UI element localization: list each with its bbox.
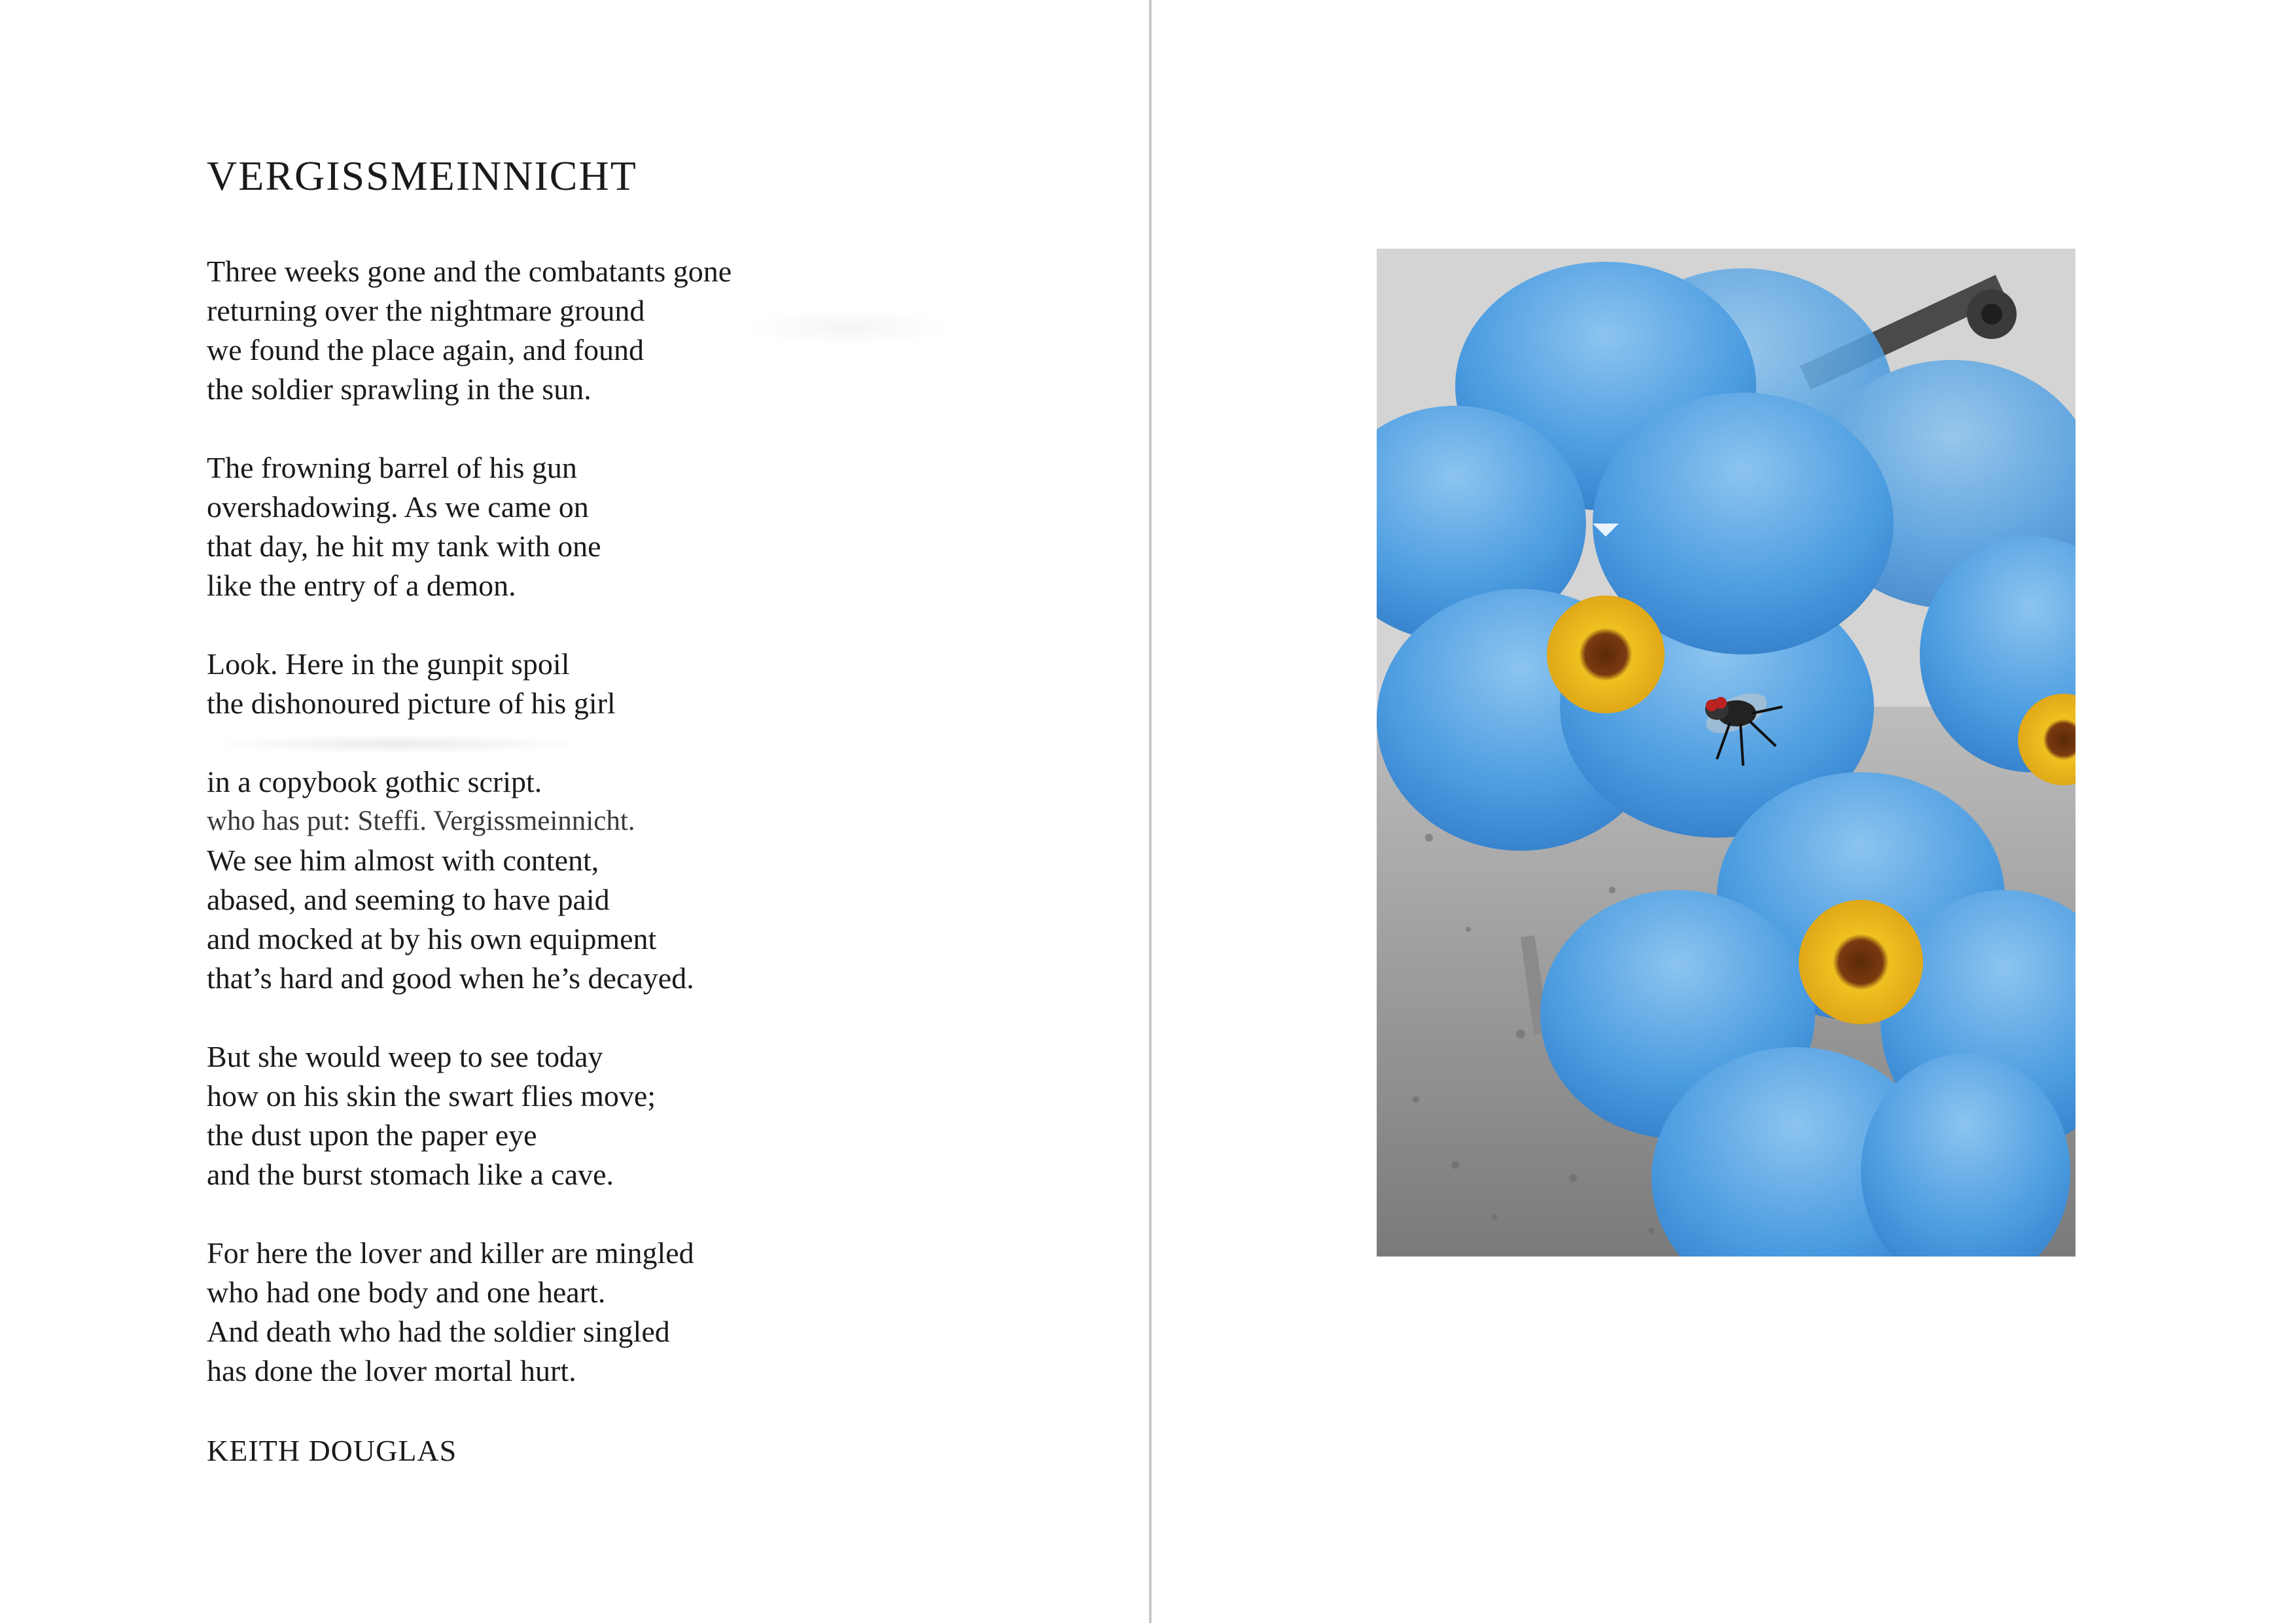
poem-line: that’s hard and good when he’s decayed. — [207, 961, 694, 995]
stanza-6 — [207, 1234, 694, 1391]
stanza-3 — [207, 645, 616, 723]
poem-line: has done the lover mortal hurt. — [207, 1354, 576, 1387]
poem-line: that day, he hit my tank with one — [207, 529, 601, 563]
poem-title: VERGISSMEINNICHT — [207, 152, 637, 199]
poem-line: returning over the nightmare ground — [207, 294, 645, 327]
stanza-5 — [207, 1037, 656, 1194]
poem-line: The frowning barrel of his gun — [207, 451, 577, 484]
poem-line: We see him almost with content, — [207, 844, 599, 877]
forget-me-not-collage — [1377, 249, 2075, 1257]
poem-line: we found the place again, and found — [207, 333, 645, 366]
poem-line: who has put: Steffi. Vergissmeinnicht. — [207, 806, 635, 836]
poem-line: and mocked at by his own equipment — [207, 922, 657, 955]
poem-line: who had one body and one heart. — [207, 1275, 606, 1309]
poem-line: the dust upon the paper eye — [207, 1118, 537, 1152]
collage-artwork — [1377, 249, 2075, 1257]
poem-line: And death who had the soldier singled — [207, 1315, 670, 1348]
erased-line-smudge — [207, 734, 586, 754]
poem-line: in a copybook gothic script. — [207, 765, 542, 798]
poem-line: But she would weep to see today — [207, 1040, 603, 1073]
poem-line: how on his skin the swart flies move; — [207, 1079, 656, 1113]
poem-line: and the burst stomach like a cave. — [207, 1158, 614, 1191]
poem-author: KEITH DOUGLAS — [207, 1434, 457, 1467]
poem-line: For here the lover and killer are mingled — [207, 1236, 694, 1270]
stanza-2 — [207, 448, 601, 605]
poem-line: overshadowing. As we came on — [207, 490, 589, 524]
poem-line: Look. Here in the gunpit spoil — [207, 647, 570, 681]
poem-line: Three weeks gone and the combatants gone — [207, 255, 732, 288]
poem-line: like the entry of a demon. — [207, 569, 516, 602]
poem-line: the dishonoured picture of his girl — [207, 687, 616, 720]
stanza-4 — [207, 762, 694, 998]
stanza-1 — [207, 252, 732, 409]
poem-line: the soldier sprawling in the sun. — [207, 372, 592, 406]
poem-line: abased, and seeming to have paid — [207, 883, 610, 916]
page-fold-divider — [1149, 0, 1152, 1623]
erasure-mark — [743, 308, 953, 347]
